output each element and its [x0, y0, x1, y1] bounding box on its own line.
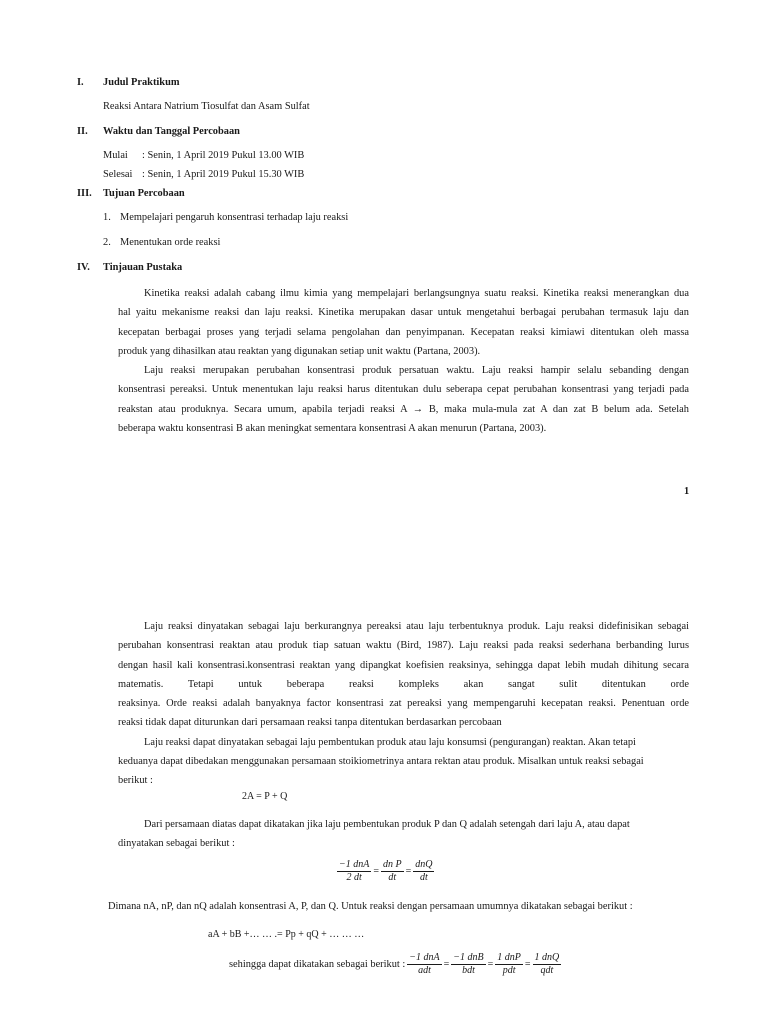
tinjauan-pustaka-body [118, 284, 689, 438]
section-4-title: Tinjauan Pustaka [103, 262, 183, 273]
section-1-title: Judul Praktikum [103, 77, 180, 88]
text-line: beberapa waktu konsentrasi B akan meningkat sementara konsentrasi A akan menurun (Partana, 2003). [118, 423, 547, 435]
text-line: reaksi tidak dapat diturunkan dari persamaan reaksi tanpa ditentukan berdasarkan percobaan [118, 717, 502, 729]
text-line: dinyatakan sebagai berikut : [118, 838, 235, 850]
text-line: keduanya dapat dibedakan menggunakan persamaan stoikiometrinya antara rektan atau produk. Misalkan untuk reaksi sebagai [118, 756, 644, 768]
judul-text: Reaksi Antara Natrium Tiosulfat dan Asam Sulfat [103, 101, 310, 112]
section-3-title: Tujuan Percobaan [103, 188, 185, 199]
section-3-number: III. [77, 188, 92, 199]
text-line: kecepatan berbagai proses yang terjadi selama pengolahan dan penyimpanan. Kecepatan reaksi kimiawi ditentukan oleh massa [118, 326, 689, 338]
text-line: Laju reaksi dinyatakan sebagai laju berkurangnya pereaksi atau laju terbentuknya produk. Laju reaksi didefinisikan sebagai [144, 621, 689, 632]
dimana-text: Dimana nA, nP, dan nQ adalah konsentrasi A, P, dan Q. Untuk reaksi dengan persamaan umumnya dikatakan sebagai berikut : [108, 901, 633, 912]
text-line: dengan hasil kali konsentrasi.konsentrasi reaktan yang dipangkat koefisien reaksinya, sehingga dapat lebih mudah dihitung secara [118, 659, 689, 671]
general-reaction: aA + bB +… … .= Pp + qQ + … … … [208, 929, 365, 940]
reaction-equation: 2A = P + Q [242, 791, 288, 802]
text-line: hal yaitu mekanisme reaksi dan laju reaksi. Kinetika merupakan dasar untuk mengetahui berbagai perubahan termasuk laju dan [118, 307, 689, 319]
text-line: berikut : [118, 775, 153, 787]
tujuan-1-text: Mempelajari pengaruh konsentrasi terhadap laju reaksi [120, 212, 349, 223]
laju-reaksi-paragraph [118, 617, 689, 791]
text-line: konsentrasi pereaksi. Untuk menentukan laju reaksi harus ditentukan dulu seberapa cepat perubahan konsentrasi yang terjadi pada [118, 384, 689, 396]
fraction: $\frac{\text{1 dnP}}{\text{pdt}}$ [497, 952, 521, 976]
page-number: 1 [684, 486, 690, 497]
fraction: $\frac{\text{dnQ}}{dt}$ [415, 859, 433, 883]
section-2-number: II. [77, 126, 88, 137]
text-line: Dari persamaan diatas dapat dikatakan jika laju pembentukan produk P dan Q adalah setengah dari laju A, atau dapat [144, 819, 630, 830]
tujuan-2-number: 2. [103, 237, 111, 248]
text-line: reakstan atau produknya. Secara umum, apabila terjadi reaksi A → B, maka mula-mula zat A dan zat B belum ada. Setelah [118, 403, 689, 415]
waktu-selesai-label: Selesai [103, 169, 133, 180]
waktu-mulai-value: : Senin, 1 April 2019 Pukul 13.00 WIB [142, 150, 305, 161]
persamaan-paragraph [118, 815, 689, 854]
waktu-selesai-value: : Senin, 1 April 2019 Pukul 15.30 WIB [142, 169, 305, 180]
rate-equation-1: $\frac{\text{−1 dnA}}{2 dt}$ = $\frac{\text{dn P}}{dt}$ = $\frac{\text{dnQ}}{dt}$ [339, 859, 433, 883]
section-2-title: Waktu dan Tanggal Percobaan [103, 126, 240, 137]
text-line: perubahan konsentrasi reaktan atau produk tiap satuan waktu (Bird, 1987). Laju reaksi pada reaksi sederhana berbanding lurus [118, 640, 689, 652]
tujuan-1-number: 1. [103, 212, 111, 223]
fraction: $\frac{\text{−1 dnB}}{\text{bdt}}$ [453, 952, 484, 976]
fraction: $\frac{\text{−1 dnA}}{\text{adt}}$ [409, 952, 440, 976]
waktu-mulai-label: Mulai [103, 150, 128, 161]
section-4-number: IV. [77, 262, 90, 273]
equation-prefix: sehingga dapat dikatakan sebagai berikut : [229, 959, 406, 970]
text-line: Laju reaksi merupakan perubahan konsentrasi produk persatuan waktu. Laju reaksi hampir selalu sebanding dengan [144, 365, 689, 377]
text-line: produk yang dihasilkan atau reaktan yang digunakan setiap unit waktu (Partana, 2003). [118, 345, 481, 357]
text-line: reaksinya. Orde reaksi adalah banyaknya factor konsentrasi zat pereaksi yang mempengaruhi kecepatan reaksi. Penentuan orde [118, 698, 689, 710]
text-line: matematis. Tetapi untuk beberapa reaksi kompleks akan sangat sulit ditentukan orde [118, 678, 689, 690]
fraction: $\frac{\text{−1 dnA}}{2 dt}$ [339, 859, 370, 883]
section-1-number: I. [77, 77, 84, 88]
fraction: $\frac{\text{dn P}}{dt}$ [383, 859, 402, 883]
fraction: $\frac{\text{1 dnQ}}{\text{qdt}}$ [534, 952, 560, 976]
text-line: Kinetika reaksi adalah cabang ilmu kimia yang mempelajari berlangsungnya suatu reaksi. Kinetika reaksi menerangkan dua [144, 288, 689, 299]
tujuan-2-text: Menentukan orde reaksi [120, 237, 221, 248]
text-line: Laju reaksi dapat dinyatakan sebagai laju pembentukan produk atau laju konsumsi (pengurangan) reaktan. Akan tetapi [144, 736, 636, 748]
rate-equation-2: sehingga dapat dikatakan sebagai berikut : $\frac{\text{−1 dnA}}{\text{adt}}$ = $\frac{\text{−1 dnB}}{\text{bdt}}$ = $\frac{\text{1 dnP}}{\text{pdt}}$ = $\frac{\text{1 dnQ}}{\text{qdt}}$ [229, 952, 560, 976]
